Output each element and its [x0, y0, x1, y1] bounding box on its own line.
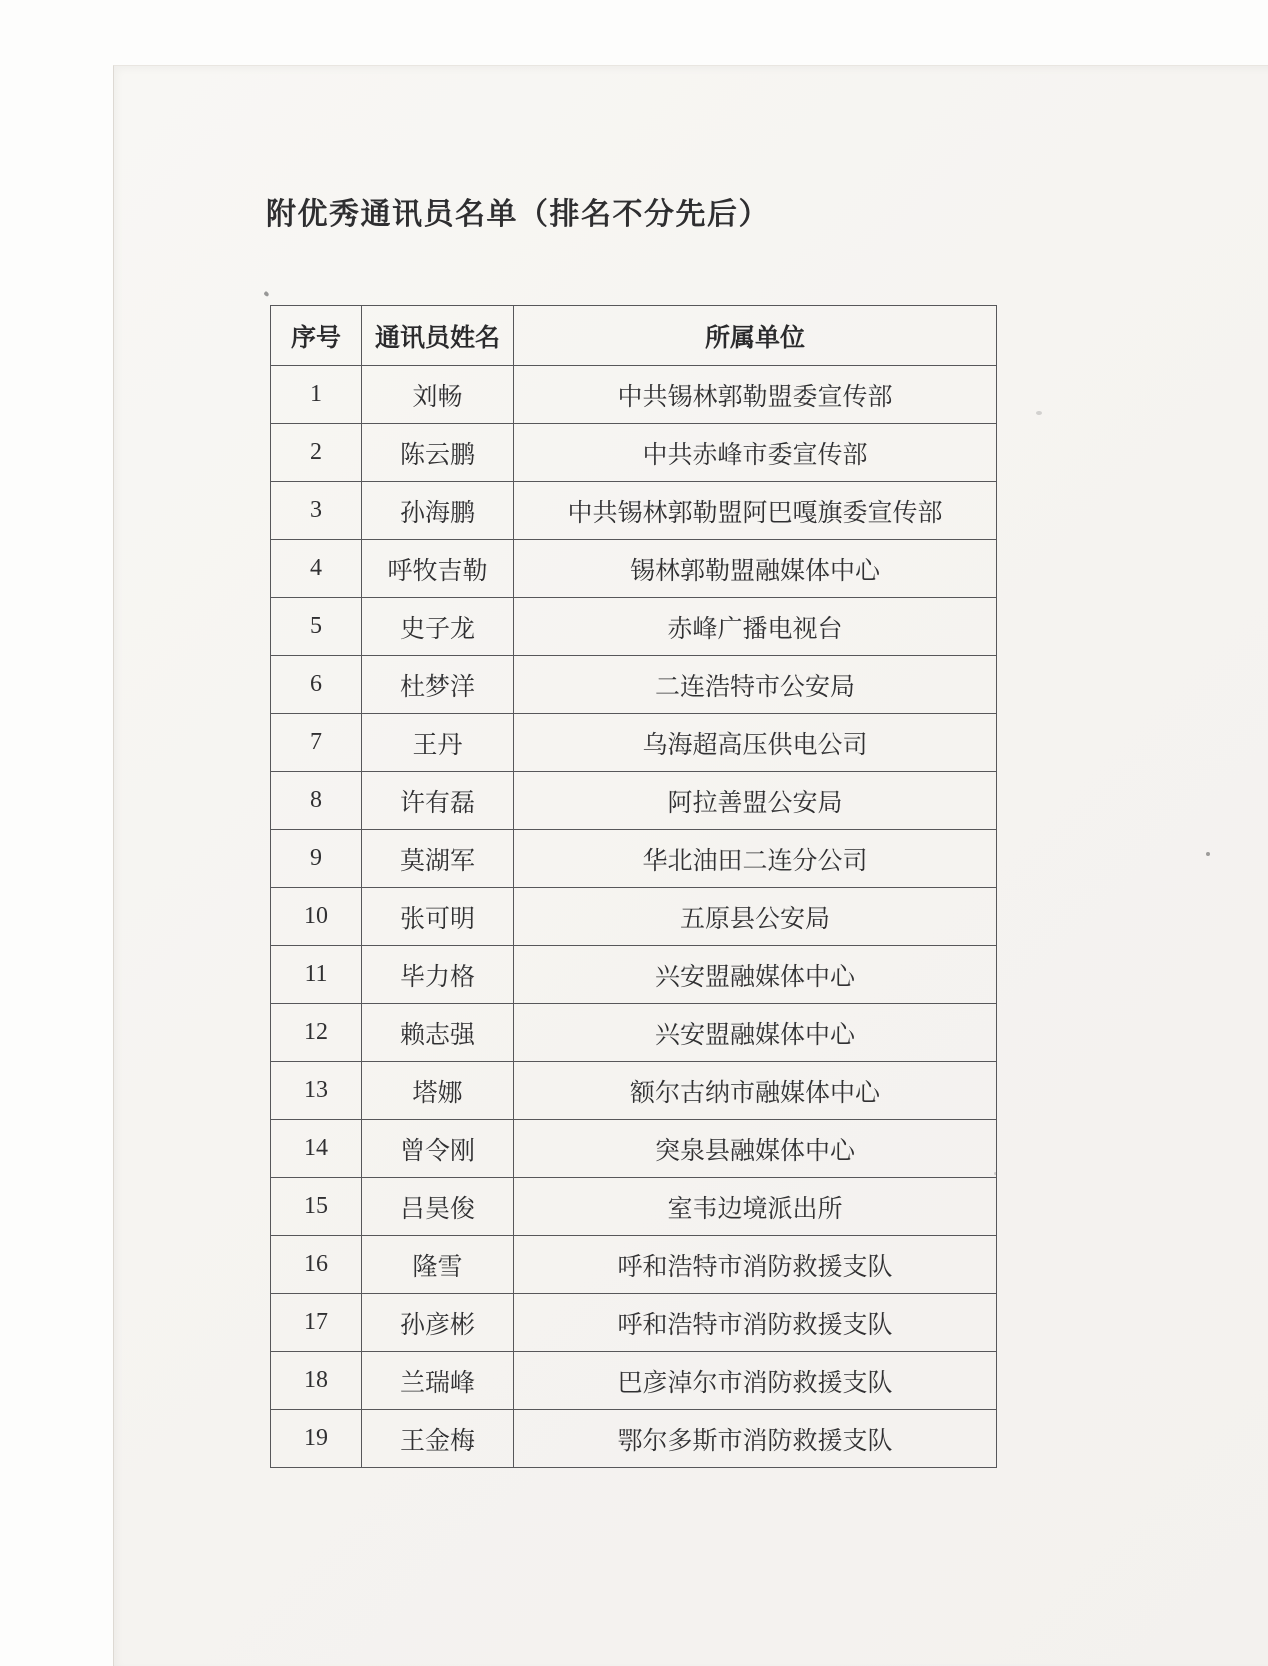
unit-cell: 中共锡林郭勒盟阿巴嘎旗委宣传部 [514, 482, 997, 540]
name-cell: 王丹 [362, 714, 514, 772]
unit-cell: 阿拉善盟公安局 [514, 772, 997, 830]
row-number-cell: 9 [271, 830, 362, 888]
table-row [271, 1120, 997, 1178]
column-header-name: 通讯员姓名 [362, 306, 514, 366]
table-row [271, 424, 997, 482]
table-row [271, 482, 997, 540]
row-number-cell: 14 [271, 1120, 362, 1178]
name-cell: 兰瑞峰 [362, 1352, 514, 1410]
row-number-cell: 1 [271, 366, 362, 424]
table-row [271, 1294, 997, 1352]
scan-speck [1036, 411, 1042, 415]
name-cell: 曾令刚 [362, 1120, 514, 1178]
scan-speck [1206, 852, 1210, 856]
page-title: 附优秀通讯员名单（排名不分先后） [266, 198, 770, 231]
unit-cell: 突泉县融媒体中心 [514, 1120, 997, 1178]
document-page [113, 65, 1268, 1666]
unit-cell: 巴彦淖尔市消防救援支队 [514, 1352, 997, 1410]
unit-cell: 五原县公安局 [514, 888, 997, 946]
name-cell: 杜梦洋 [362, 656, 514, 714]
table-row [271, 1004, 997, 1062]
name-cell: 毕力格 [362, 946, 514, 1004]
unit-cell: 赤峰广播电视台 [514, 598, 997, 656]
unit-cell: 室韦边境派出所 [514, 1178, 997, 1236]
scan-speck [263, 291, 269, 297]
row-number-cell: 15 [271, 1178, 362, 1236]
name-cell: 孙海鹏 [362, 482, 514, 540]
row-number-cell: 13 [271, 1062, 362, 1120]
name-cell: 塔娜 [362, 1062, 514, 1120]
name-cell: 呼牧吉勒 [362, 540, 514, 598]
row-number-cell: 10 [271, 888, 362, 946]
name-cell: 孙彦彬 [362, 1294, 514, 1352]
name-cell: 许有磊 [362, 772, 514, 830]
table-row [271, 946, 997, 1004]
unit-cell: 乌海超高压供电公司 [514, 714, 997, 772]
row-number-cell: 4 [271, 540, 362, 598]
row-number-cell: 19 [271, 1410, 362, 1468]
name-cell: 陈云鹏 [362, 424, 514, 482]
row-number-cell: 2 [271, 424, 362, 482]
unit-cell: 额尔古纳市融媒体中心 [514, 1062, 997, 1120]
unit-cell: 兴安盟融媒体中心 [514, 946, 997, 1004]
name-cell: 刘畅 [362, 366, 514, 424]
table-row [271, 366, 997, 424]
row-number-cell: 3 [271, 482, 362, 540]
column-header-unit: 所属单位 [514, 306, 997, 366]
row-number-cell: 6 [271, 656, 362, 714]
table-row [271, 1178, 997, 1236]
name-cell: 王金梅 [362, 1410, 514, 1468]
row-number-cell: 18 [271, 1352, 362, 1410]
row-number-cell: 5 [271, 598, 362, 656]
table-row [271, 540, 997, 598]
row-number-cell: 17 [271, 1294, 362, 1352]
column-header-index: 序号 [271, 306, 362, 366]
unit-cell: 呼和浩特市消防救援支队 [514, 1236, 997, 1294]
unit-cell: 鄂尔多斯市消防救援支队 [514, 1410, 997, 1468]
header-row [271, 306, 997, 366]
table-row [271, 1236, 997, 1294]
unit-cell: 中共锡林郭勒盟委宣传部 [514, 366, 997, 424]
name-cell: 张可明 [362, 888, 514, 946]
unit-cell: 二连浩特市公安局 [514, 656, 997, 714]
unit-cell: 锡林郭勒盟融媒体中心 [514, 540, 997, 598]
table-row [271, 598, 997, 656]
unit-cell: 华北油田二连分公司 [514, 830, 997, 888]
table-header [271, 306, 997, 366]
name-cell: 隆雪 [362, 1236, 514, 1294]
name-cell: 赖志强 [362, 1004, 514, 1062]
name-cell: 莫湖军 [362, 830, 514, 888]
table-body [271, 366, 997, 1468]
unit-cell: 中共赤峰市委宣传部 [514, 424, 997, 482]
table-row [271, 1352, 997, 1410]
row-number-cell: 7 [271, 714, 362, 772]
name-cell: 吕昊俊 [362, 1178, 514, 1236]
table-row [271, 830, 997, 888]
row-number-cell: 11 [271, 946, 362, 1004]
unit-cell: 呼和浩特市消防救援支队 [514, 1294, 997, 1352]
table-row [271, 888, 997, 946]
table-row [271, 772, 997, 830]
name-cell: 史子龙 [362, 598, 514, 656]
table-row [271, 714, 997, 772]
table-row [271, 1410, 997, 1468]
correspondents-table [270, 305, 997, 1468]
row-number-cell: 12 [271, 1004, 362, 1062]
table-row [271, 656, 997, 714]
row-number-cell: 8 [271, 772, 362, 830]
row-number-cell: 16 [271, 1236, 362, 1294]
table-row [271, 1062, 997, 1120]
unit-cell: 兴安盟融媒体中心 [514, 1004, 997, 1062]
